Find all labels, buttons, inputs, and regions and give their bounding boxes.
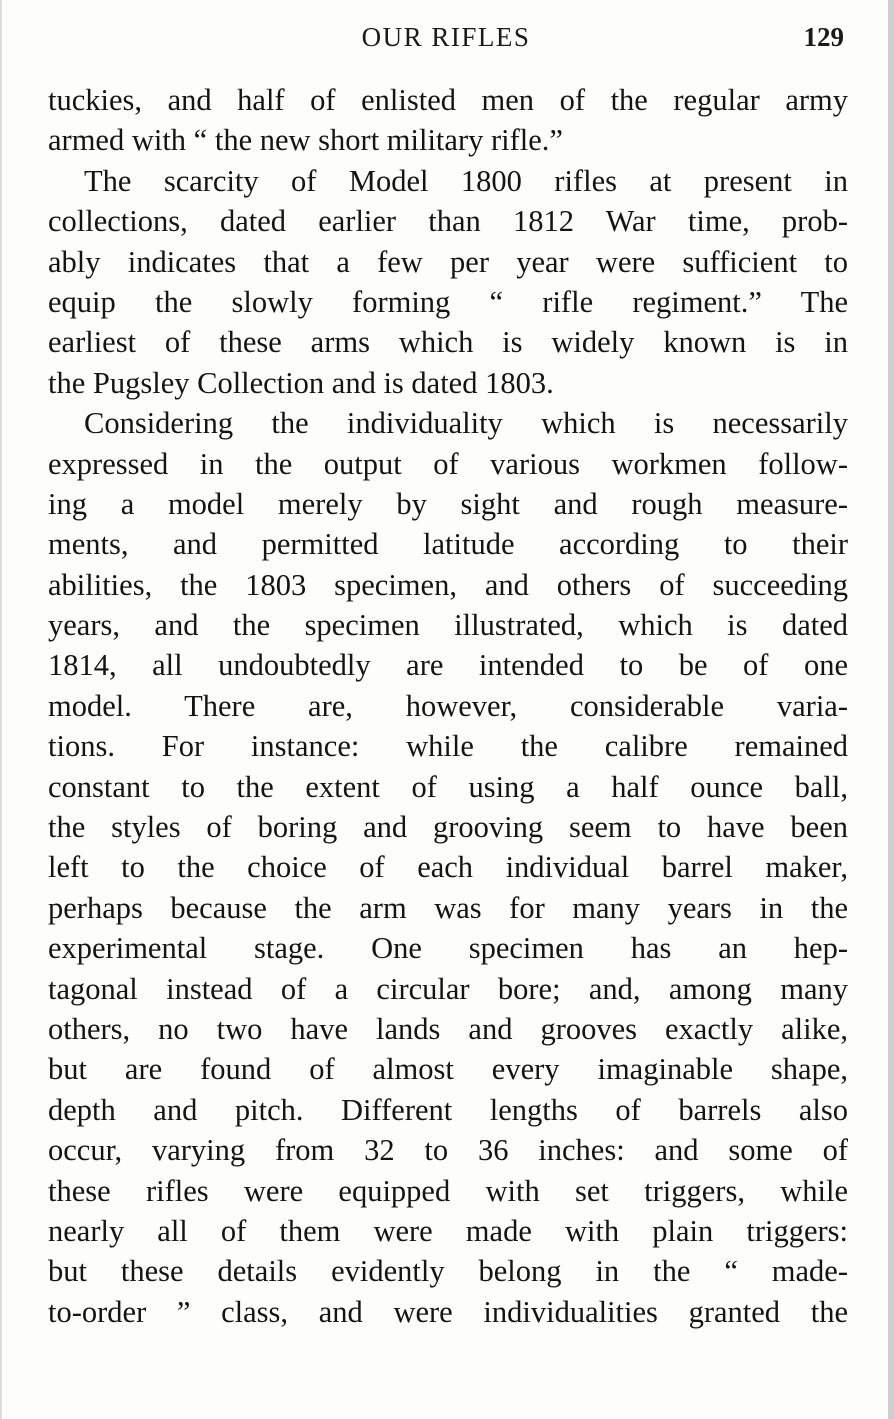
- text-line: the Pugsley Collection and is dated 1803.: [48, 365, 554, 400]
- text-line: but these details evidently belong in the “ made-: [48, 1254, 848, 1289]
- text-line: constant to the extent of using a half ounce ball,: [48, 769, 848, 804]
- text-line: Considering the individuality which is necessarily: [84, 406, 848, 441]
- text-line: left to the choice of each individual barrel maker,: [48, 850, 848, 885]
- text-line: tagonal instead of a circular bore; and, among many: [48, 971, 848, 1006]
- text-line: ably indicates that a few per year were sufficient to: [48, 244, 848, 279]
- body-text: [48, 80, 848, 1332]
- text-line: depth and pitch. Different lengths of barrels also: [48, 1092, 848, 1127]
- text-line: perhaps because the arm was for many years in the: [48, 890, 848, 925]
- running-head: OUR RIFLES: [361, 22, 531, 52]
- text-line: but are found of almost every imaginable shape,: [48, 1052, 848, 1087]
- text-line: tions. For instance: while the calibre remained: [48, 729, 848, 764]
- page-number: 129: [803, 22, 844, 52]
- text-line: expressed in the output of various workmen follow-: [48, 446, 848, 481]
- text-line: equip the slowly forming “ rifle regiment.” The: [48, 284, 848, 319]
- text-line: ing a model merely by sight and rough measure-: [48, 486, 848, 521]
- text-line: 1814, all undoubtedly are intended to be of one: [48, 648, 848, 683]
- text-line: ments, and permitted latitude according to their: [48, 527, 848, 562]
- text-line: The scarcity of Model 1800 rifles at present in: [84, 163, 848, 198]
- text-line: abilities, the 1803 specimen, and others of succeeding: [48, 567, 848, 602]
- text-line: experimental stage. One specimen has an hep-: [48, 931, 848, 966]
- text-line: occur, varying from 32 to 36 inches: and some of: [48, 1133, 848, 1168]
- text-line: years, and the specimen illustrated, which is dated: [48, 608, 848, 643]
- text-line: the styles of boring and grooving seem to have been: [48, 810, 848, 845]
- text-line: nearly all of them were made with plain triggers:: [48, 1213, 848, 1248]
- text-line: tuckies, and half of enlisted men of the regular army: [48, 83, 848, 117]
- text-line: earliest of these arms which is widely known is in: [48, 325, 848, 360]
- text-line: model. There are, however, considerable varia-: [48, 688, 848, 723]
- text-line: collections, dated earlier than 1812 War time, prob-: [48, 204, 848, 239]
- text-line: others, no two have lands and grooves exactly alike,: [48, 1011, 848, 1046]
- text-line: these rifles were equipped with set triggers, while: [48, 1173, 848, 1208]
- page-header: [48, 22, 844, 58]
- text-line: to-order ” class, and were individualities granted the: [48, 1294, 848, 1329]
- text-line: armed with “ the new short military rifle.”: [48, 123, 563, 158]
